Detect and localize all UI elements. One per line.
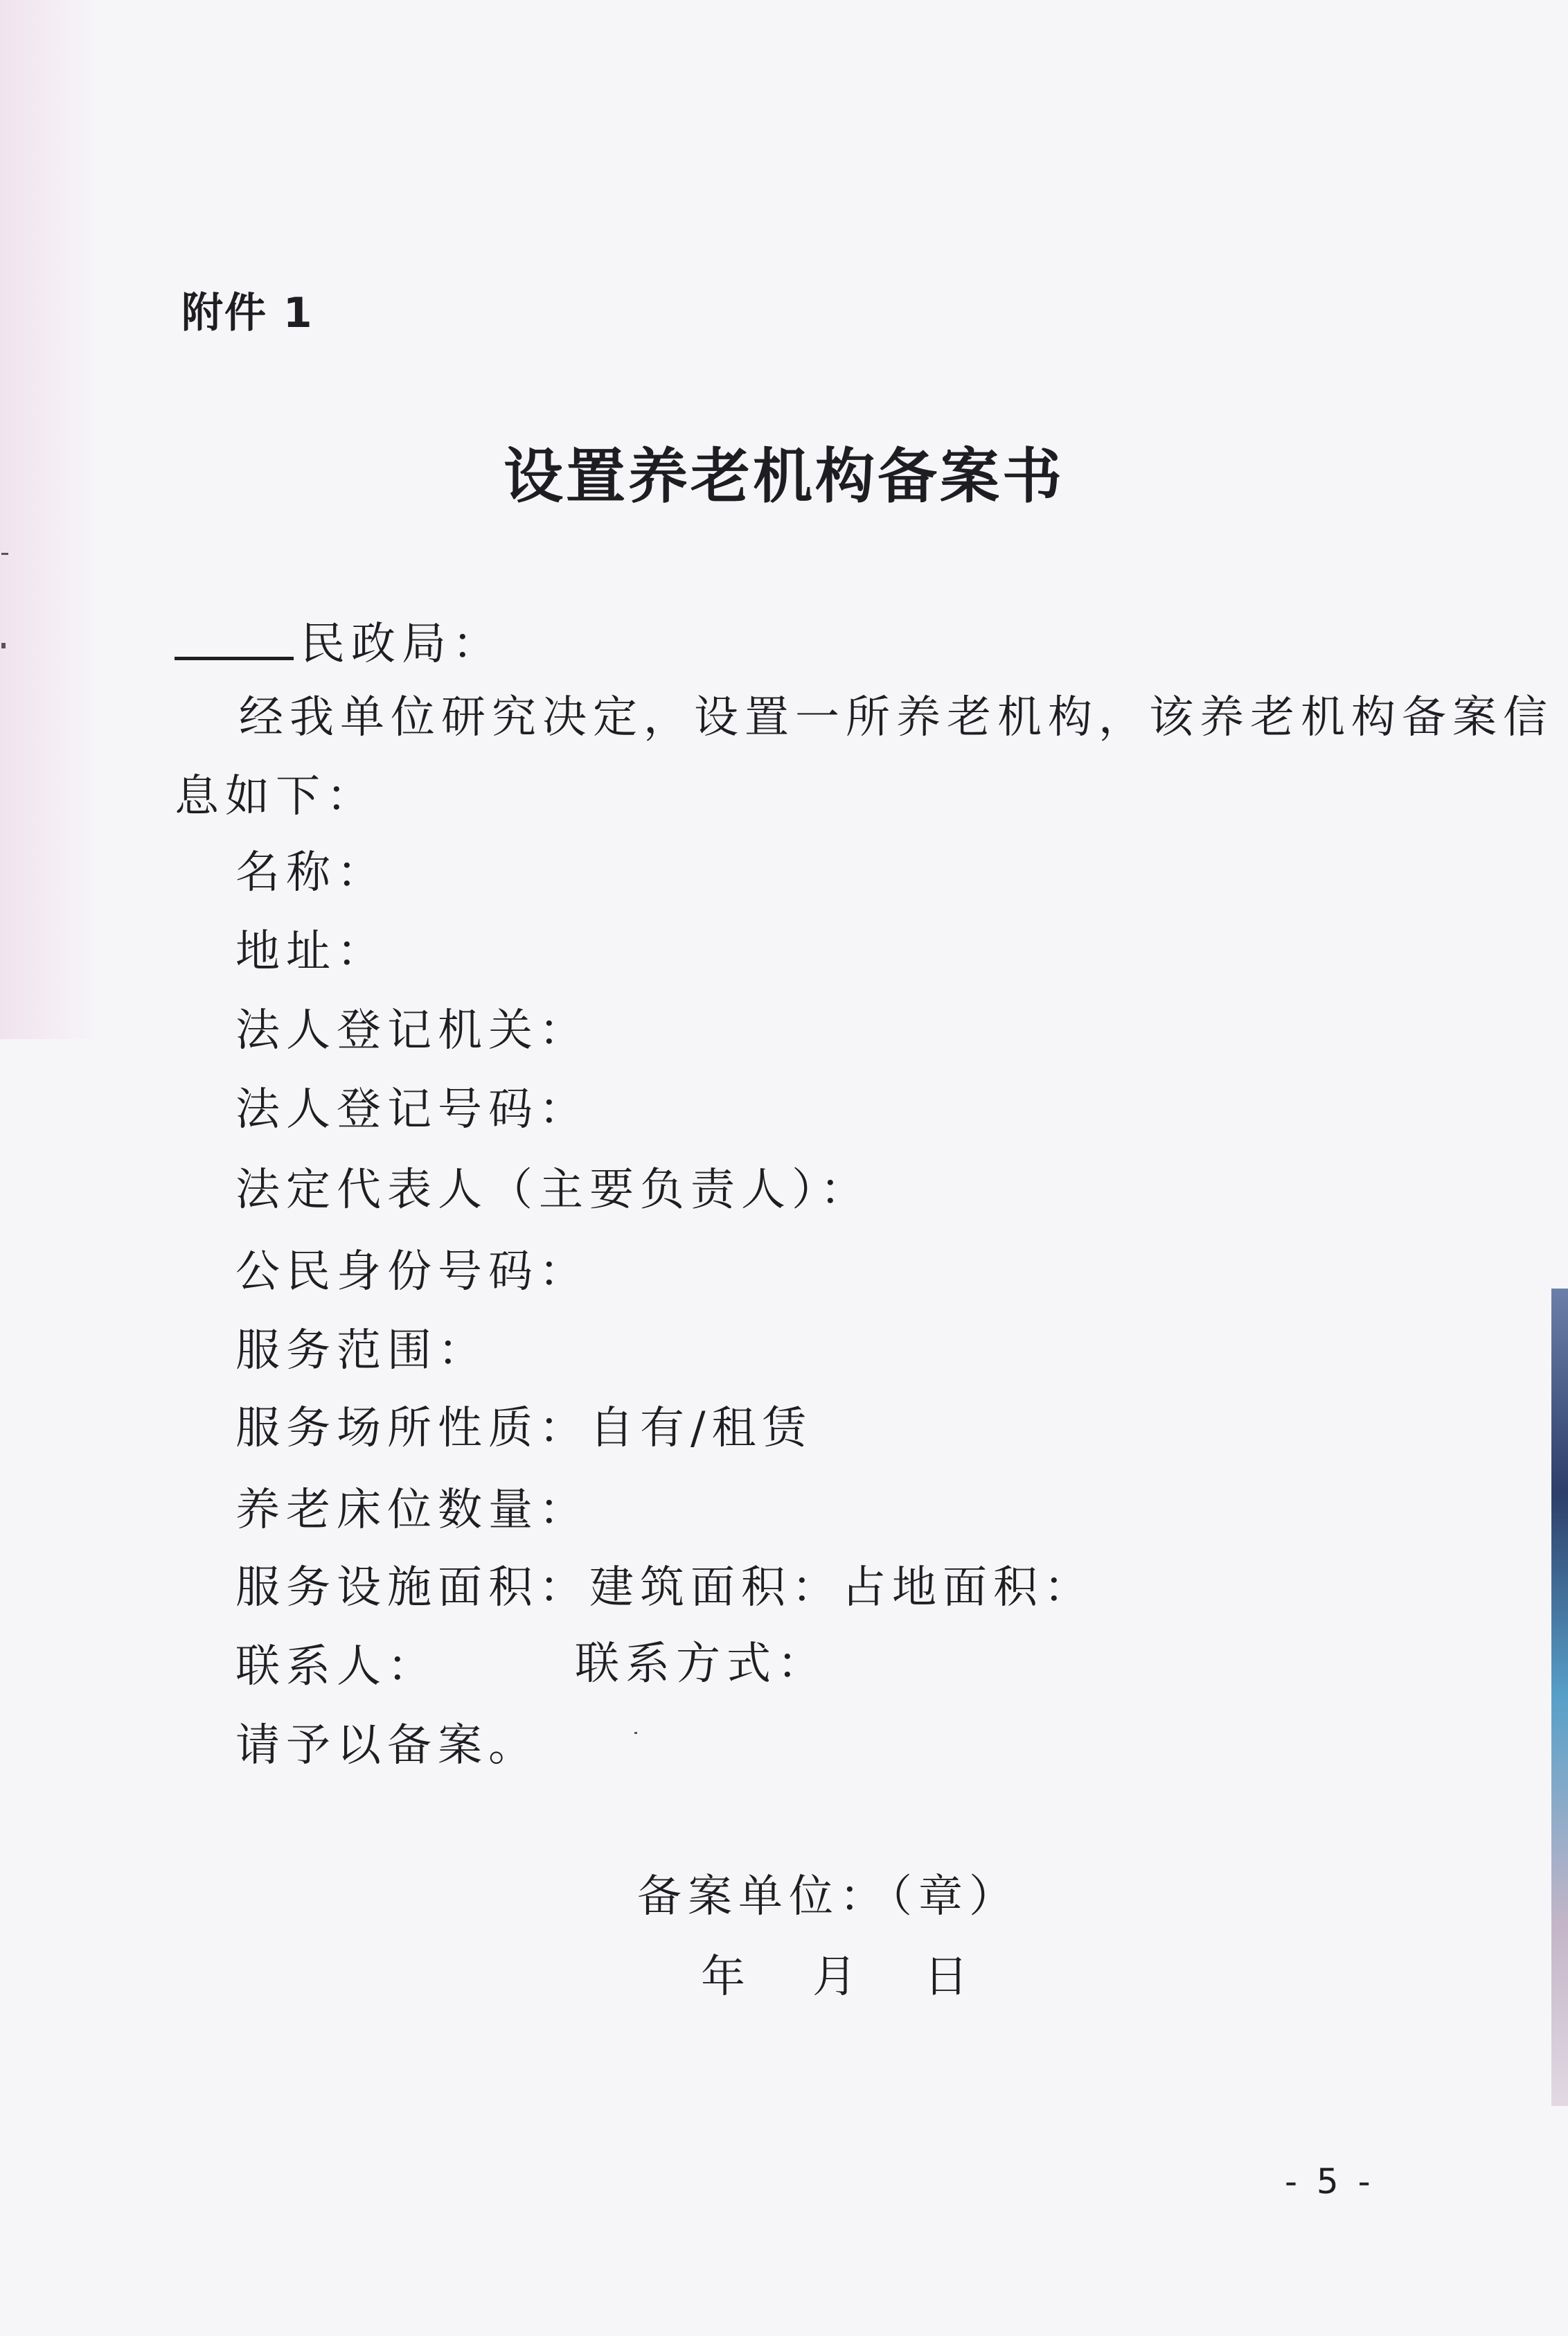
field-land-area: 占地面积： xyxy=(841,1562,1094,1613)
field-contact-person: 联系人： xyxy=(235,1641,438,1692)
field-name: 名称： xyxy=(235,847,387,899)
field-legal-representative: 法定代表人（主要负责人）： xyxy=(235,1165,871,1216)
field-registration-number: 法人登记号码： xyxy=(235,1084,589,1135)
field-address: 地址： xyxy=(235,926,387,977)
page-title: 设置养老机构备案书 xyxy=(504,442,1064,511)
field-facility-area: 服务设施面积：建筑面积： xyxy=(235,1562,842,1613)
signature-unit: 备案单位：（章） xyxy=(637,1871,1019,1922)
field-contact-method: 联系方式： xyxy=(575,1638,828,1690)
scan-mark xyxy=(1,643,6,648)
closing-line: 请予以备案。 xyxy=(235,1720,539,1771)
field-premises-nature: 服务场所性质：自有/租赁 xyxy=(235,1403,813,1454)
intro-line-1: 经我单位研究决定，设置一所养老机构，该养老机构备案信 xyxy=(239,692,1553,743)
field-service-scope: 服务范围： xyxy=(235,1325,488,1377)
scan-mark xyxy=(634,1732,637,1734)
scan-tint xyxy=(0,0,97,1039)
page-number: - 5 - xyxy=(1285,2161,1375,2202)
field-id-number: 公民身份号码： xyxy=(235,1246,589,1298)
attachment-label: 附件 1 xyxy=(181,289,314,337)
addressee: 民政局： xyxy=(301,619,503,670)
scan-mark xyxy=(1,553,8,555)
blank-underline xyxy=(175,657,294,660)
date-line: 年 月 日 xyxy=(701,1952,975,2003)
scan-edge xyxy=(1551,1289,1568,2106)
intro-line-2: 息如下： xyxy=(175,771,377,822)
field-registration-authority: 法人登记机关： xyxy=(235,1005,589,1056)
field-bed-count: 养老床位数量： xyxy=(235,1485,589,1536)
